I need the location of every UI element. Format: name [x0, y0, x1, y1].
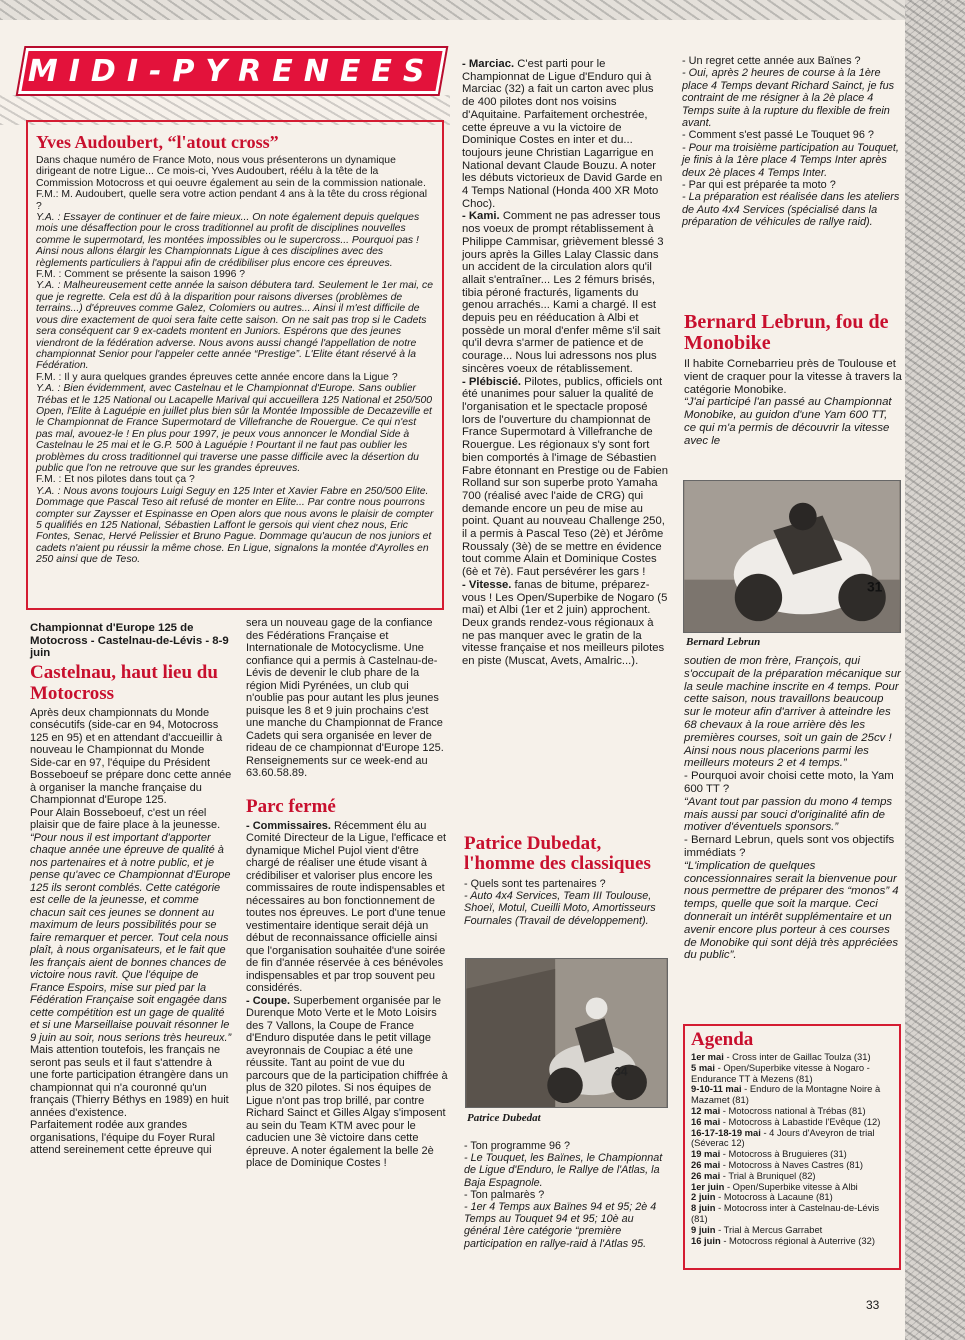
dubedat-q5: - Comment s'est passé Le Touquet 96 ? — [682, 129, 874, 142]
lebrun-p3: soutien de mon frère, François, qui s'occupait de la préparation mécanique sur la seule machine inscrite en 4 temps. Pour cette saison, nous travaillons beaucoup sur le moteur afin d'arriver à atteindre les 68 chevaux à la roue arrière dès les premières courses, soit un gain de 25cv ! Ainsi nous nous placerions parmi les meilleurs moteurs 2 et 4 temps.” — [684, 655, 901, 770]
castelnau-quote: “Pour nous il est important d'apporter chaque année une épreuve de qualité à nos partenaires et à notre public, et je pense qu'avec ce Championnat d'Europe 125 ils seront comblés. Cette catégorie est celle de la jeunesse, et comme chacun sait ces jeunes se donnent au maximum de leurs possibilités pour se faire remarquer et percer. Tout cela nous plaît, à nous organisateurs, et le fait que les français aient de bonnes chances de victoire nous ravit. Que l'équipe de France Espoirs, mise sur pied par la Fédération Française soit engagée dans cette compétition est un gage de qualité et si une Marseillaise pouvait résonner le 9 juin au soir, nous serions très heureux.” — [30, 831, 232, 1044]
lebrun-article — [684, 312, 902, 448]
lebrun-a2: “L'implication de quelques concessionnaires serait la bienvenue pour nous permettre de préparer des “monos” 4 temps, quelle que soit la marque. Ceci donnerait un intérêt supplémentaire et un avenir encore plus porteur à ces courses de Monobike qui sont déjà très appréciées du public”. — [684, 859, 899, 962]
agenda-event: - Motocross national à Trébas (81) — [722, 1104, 866, 1116]
vitesse-label: - Vitesse. — [462, 578, 512, 591]
coupe-label: - Coupe. — [246, 994, 290, 1007]
interview-q4: F.M. : Et nos pilotes dans tout ça ? — [36, 474, 195, 486]
svg-text:31: 31 — [867, 578, 883, 595]
dubedat-a6: - La préparation est réalisée dans les ateliers de Auto 4x4 Services (spécialisé dans la préparation de véhicules de rallye raid). — [682, 191, 900, 229]
parc-title: Parc fermé — [246, 795, 336, 817]
lebrun-p2: “J'ai participé l'an passé au Championnat Monobike, au guidon d'une Yam 600 TT, ce qui m'a permis de découvrir la vitesse avec le — [684, 396, 892, 447]
dubedat-photo — [465, 958, 668, 1108]
agenda-date: 26 mai — [691, 1169, 721, 1181]
dubedat-continued — [464, 1140, 672, 1250]
page-number: 33 — [866, 1298, 880, 1312]
agenda-date: 8 juin — [691, 1202, 716, 1214]
banner-title: MIDI-PYRENEES — [28, 53, 436, 89]
agenda-date: 9-10-11 mai — [691, 1083, 742, 1095]
lebrun-p1: Il habite Cornebarrieu près de Toulouse et vient de craquer pour la vitesse à travers la catégorie Monobike. — [684, 358, 902, 396]
agenda-date: 16 mai — [691, 1115, 721, 1127]
agenda-event: - Motocross à Naves Castres (81) — [722, 1158, 863, 1170]
agenda-date: 12 mai — [691, 1104, 721, 1116]
dubedat-q3: - Ton palmarès ? — [464, 1188, 545, 1201]
agenda-list — [691, 1052, 893, 1246]
column-3 — [462, 58, 668, 668]
castelnau-p2a: Pour Alain Bosseboeuf, c'est un réel plaisir que de faire place à la jeunesse. — [30, 806, 221, 832]
marciac-text: C'est parti pour le Championnat de Ligue d'Enduro qui à Marciac (32) a fait un carton avec plus de 400 pilotes dont nos voisins d'Aquitaine. Parfaitement orchestrée, cette épreuve a vu la victoire de Dominique Costes en inter et du... toujours jeune Christian Lagarrigue en National devant Claude Bouzu. A noter les débuts victorieux de David Garde en 4 Temps National (Honda 400 XR Moto Choc). — [462, 58, 663, 210]
interview-intro: Dans chaque numéro de France Moto, nous vous présenterons un dynamique dirigeant de notre Ligue... Ce mois-ci, Yves Audoubert, réélu à la tête de la Commission Motocross et qui oeuvre également au sein de la commission nationale. — [36, 155, 426, 189]
parc-body — [246, 820, 448, 1170]
agenda-date: 16 juin — [691, 1234, 721, 1246]
superbike-rider-image — [684, 481, 900, 632]
castelnau-body — [30, 707, 232, 1157]
column-2 — [246, 617, 448, 1170]
agenda-title: Agenda — [691, 1029, 754, 1050]
interview-q1: F.M.: M. Audoubert, quelle sera votre action pendant 4 ans à la tête du cross régional ? — [36, 189, 428, 212]
interview-q3: F.M. : Il y aura quelques grandes épreuves cette année encore dans la Ligue ? — [36, 371, 398, 383]
agenda-event: - Cross inter de Gaillac Toulza (31) — [726, 1051, 871, 1062]
agenda-date: 19 mai — [691, 1148, 721, 1160]
svg-text:34: 34 — [614, 1064, 628, 1079]
dubedat-column-4 — [682, 55, 900, 229]
agenda-event: - Open/Superbike vitesse à Nogaro - Endurance TT à Mezens (81) — [691, 1061, 870, 1084]
lebrun-q2: - Bernard Lebrun, quels sont vos objectifs immédiats ? — [684, 834, 895, 859]
agenda-item — [691, 1063, 893, 1085]
agenda-event: - Motocross à Lacaune (81) — [718, 1191, 833, 1203]
castelnau-article — [30, 622, 232, 1157]
agenda-event: - Motocross à Bruguieres (31) — [722, 1148, 847, 1160]
dubedat-a3: - 1er 4 Temps aux Baïnes 94 et 95; 2è 4 Temps au Touquet 94 et 95; 10è au général 1ère catégorie “première participation en rallye-raid à l'Atlas 95. — [464, 1201, 657, 1250]
agenda-date: 1er juin — [691, 1180, 725, 1192]
agenda-event: - Open/Superbike vitesse à Albi — [726, 1180, 858, 1192]
agenda-event: - Motocross inter à Castelnau-de-Lévis (81) — [691, 1202, 880, 1224]
dubedat-a4: - Oui, après 2 heures de course à la 1ère place 4 Temps devant Richard Sainct, je fus contraint de me résigner à la 2è place 4 Temps suite à la rupture du flexible de frein avant. — [682, 67, 895, 130]
dubedat-q2: - Ton programme 96 ? — [464, 1140, 571, 1152]
agenda-date: 2 juin — [691, 1191, 716, 1203]
plebiscite-text: Pilotes, publics, officiels ont été unanimes pour saluer la qualité de l'organisation et le spectacle proposé lors de l'ouverture du championnat de France Supermotard à Villefranche de Rouergue. Les régionaux s'y sont fort bien comportés à l'image de Sébastien Fabre étonnant en Prestige ou de Fabien Rolland sur son superbe proto Yamaha 700 (réalisé avec l'aide de CRG) qui demande encore un peu de mise au point. Quant au nouveau Challenge 250, il a permis à Pascal Teso (2è) et Jérôme Roussaly (3è) de se mettre en évidence tout comme Alain et Dominique Costes (6è et 7è). Faut persévérer les gars ! — [462, 375, 668, 579]
lebrun-photo — [683, 480, 901, 633]
agenda-date: 5 mai — [691, 1061, 715, 1073]
agenda-event: - Trial à Bruniquel (82) — [722, 1169, 816, 1181]
dubedat-q1: - Quels sont tes partenaires ? — [464, 878, 606, 890]
agenda-date: 16-17-18-19 mai — [691, 1126, 761, 1138]
castelnau-p4: sera un nouveau gage de la confiance des Fédérations Française et Internationale de Motocyclisme. Une confiance qui a permis à Castelnau-de-Lévis de devenir le club phare de la région Midi Pyrénées, un club qui n'oublie pas pour autant les plus jeunes puisque les 8 et 9 juin prochains c'est une manche du Championnat de France Cadets qui sera organisée en lever de rideau de ce championnat d'Europe 125. Renseignements sur ce week-end au 63.60.58.89. — [246, 617, 444, 779]
vitesse-text: fanas de bitume, préparez-vous ! Les Open/Superbike de Nogaro (5 mai) et Albi (1er et 2 juin) approchent. Deux grands rendez-vous régionaux à ne pas manquer avec le gratin de la vitesse française et nos meilleurs pilotes en piste (Muscat, Avets, Amalric...). — [462, 578, 668, 668]
lebrun-continued — [684, 655, 902, 962]
plebiscite-label: - Plébiscié. — [462, 375, 522, 388]
dubedat-q4: - Un regret cette année aux Baïnes ? — [682, 55, 861, 67]
lebrun-title: Bernard Lebrun, fou de Monobike — [684, 311, 889, 354]
agenda-item — [691, 1128, 893, 1150]
dubedat-article — [464, 834, 670, 927]
agenda-date: 1er mai — [691, 1051, 724, 1062]
marciac-label: - Marciac. — [462, 58, 515, 70]
parc-continued — [462, 58, 668, 668]
interview-a3: Y.A. : Bien évidemment, avec Castelnau et le Championnat d'Europe. Sans oublier Trébas et le 125 National ou Lacapelle Marival qui accueillera 125 National et 250/500 Open, l'Elite à Laguépie en juillet plus bien sûr la Montée Impossible de Decazeville et le Championnat de France Supermotard de Villefranche de Rouergue. Ce qui n'est pas mal, avouez-le ! En plus pour 1997, je peux vous annoncer le Mondial Side à Castelnau le 25 mai et le G.P. 500 à Laguépie ! Pourtant il ne faut pas oublier les problèmes du cross traditionnel qui traverse une passe difficile avec la désertion du public que l'on ne retrouve que sur les grandes épreuves. — [36, 383, 433, 474]
castelnau-p1: Après deux championnats du Monde consécutifs (side-car en 94, Motocross 125 en 95) et en attendant d'accueillir à nouveau le Championnat du Monde Side-car en 97, l'équipe du Président Bosseboeuf se prépare donc cette année à organiser la manche française du Championnat d'Europe 125. — [30, 706, 232, 807]
section-banner — [18, 48, 446, 94]
enduro-rider-image — [466, 959, 667, 1107]
interview-a2: Y.A. : Malheureusement cette année la saison débutera tard. Seulement le 1er mai, ce que je regrette. Cela est dû à la disparition pour raisons diverses (problèmes de terrains...) d'épreuves comme Galez, Colomiers ou autres... Ainsi il m'est difficile de vous dire exactement de quoi sera faite cette saison. On ne sait pas trop si le Cadets sera conséquent car 9 ex-cadets montent en Juniors. Espérons que des jeunes viendront de la fédération adverse. Nous avons aussi changé l'appellation de notre championnat Senior pour l'appeler cette année “Prestige”. L'Elite étant réservé à la Fédération. — [36, 280, 434, 372]
agenda-date: 26 mai — [691, 1158, 721, 1170]
agenda-date: 9 juin — [691, 1223, 716, 1235]
dubedat-q6: - Par qui est préparée ta moto ? — [682, 179, 836, 192]
interview-a4: Y.A. : Nous avons toujours Luigi Seguy en 125 Inter et Xavier Fabre en 250/500 Elite. Dommage que Pascal Teso ait refusé de monter en Elite... Par contre nous pourrons compter sur Zaysser et Espinasse en Open alors que nous avons le plaisir de compter 5 qualifiés en 125 National, Sébastien Laffont le gersois qui vient chez nous, Eric Fontes, Senac, Hervé Pelissier et Bruno Pague. Dommage qu'aucun de nos juniors et cadets n'aient pu réussir la même chose. En Ligue, signalons la montée d'Ayrolles en 250 ainsi que de Teso. — [36, 485, 434, 566]
dubedat-caption: Patrice Dubedat — [467, 1112, 541, 1124]
interview-a1: Y.A. : Essayer de continuer et de faire mieux... On note également depuis quelques mois une désaffection pour le cross traditionnel au profit de disciplines nouvelles comme le supermotard, les montées impossibles ou le supercross... Pourquoi pas ! Ainsi nous allons élargir les Championnats Ligue à ces disciplines avec des règlements particuliers à l'appui afin de crédibiliser plus encore ces épreuves. — [36, 212, 420, 269]
agenda-item — [691, 1236, 893, 1247]
dubedat-a1: - Auto 4x4 Services, Team III Toulouse, Shoeï, Motul, Cueilli Moto, Amortisseurs Fournales (Travail de développement). — [464, 890, 656, 927]
top-texture — [0, 0, 965, 20]
dubedat-a2: - Le Touquet, les Baïnes, le Championnat de Ligue d'Enduro, le Rallye de l'Atlas, la Baja Espagnole. — [464, 1152, 663, 1189]
castelnau-title: Castelnau, haut lieu du Motocross — [30, 661, 218, 704]
interview-q2: F.M. : Comment se présente la saison 1996 ? — [36, 269, 246, 281]
agenda-event: - Motocross à Labastide l'Evêque (12) — [722, 1115, 881, 1127]
commissaires-text: Récemment élu au Comité Directeur de la Ligue, l'efficace et dynamique Michel Pujol vient d'être chargé de réaliser une étude visant à crédibiliser et valoriser plus encore les commissaires de route indispensables et nécessaires au bon fonctionnement de toutes nos épreuves. Le port d'une tenue vestimentaire identique serait déjà un début de reconnaissance officielle ainsi que l'organisation souhaitée d'une soirée de fin d'année réservée à ces bénévoles indispensables et par trop souvent peu considérés. — [246, 819, 446, 994]
castelnau-p3: Parfaitement rodée aux grandes organisations, l'équipe du Foyer Rural attend sereinement cette épreuve qui — [30, 1119, 215, 1157]
lebrun-caption: Bernard Lebrun — [686, 636, 761, 648]
castelnau-kicker: Championnat d'Europe 125 de Motocross - Castelnau-de-Lévis - 8-9 juin — [30, 622, 229, 660]
right-margin-texture — [905, 0, 965, 1340]
agenda-item — [691, 1084, 893, 1106]
agenda-event: - 4 Jours d'Aveyron de trial (Séverac 12) — [691, 1126, 875, 1149]
castelnau-p2c: Mais attention toutefois, les français ne seront pas seuls et il faut s'attendre à une forte participation étrangère dans un championnat qui n'a couronné qu'un français (Thierry Béthys en 1989) en huit années d'existence. — [30, 1044, 229, 1119]
interview-body — [36, 155, 434, 566]
commissaires-label: - Commissaires. — [246, 819, 331, 832]
dubedat-a5: - Pour ma troisième participation au Touquet, je finis à la 1ère place 4 Temps Inter après deux 2è places 4 Temps Inter. — [682, 141, 899, 179]
coupe-text: Superbement organisée par le Durenque Moto Verte et le Moto Loisirs des 7 Vallons, la Coupe de France d'Enduro disputée dans le petit village aveyronnais de Coupiac a été une réussite. Tant au point de vue du parcours que de la participation chiffrée à plus de 320 pilotes. Si nos équipes de Ligue n'ont pas trop brillé, par contre Richard Sainct et Gilles Algay s'imposent au sein du Team KTM avec pour le caducien une 3è victoire dans cette épreuve. A noter également la belle 2è place de Dominique Costes ! — [246, 994, 448, 1169]
agenda-box — [683, 1024, 901, 1270]
agenda-event: - Motocross régional à Auterrive (32) — [723, 1234, 875, 1246]
lebrun-a1: “Avant tout par passion du mono 4 temps mais aussi par souci d'originalité afin de motiver d'éventuels sponsors.” — [684, 795, 893, 834]
lebrun-q1: - Pourquoi avoir choisi cette moto, la Yam 600 TT ? — [684, 770, 894, 795]
dubedat-title: Patrice Dubedat, l'homme des classiques — [464, 833, 651, 874]
agenda-event: - Trial à Mercus Garrabet — [718, 1223, 823, 1235]
interview-title: Yves Audoubert, “l'atout cross” — [36, 132, 279, 152]
agenda-event: - Enduro de la Montagne Noire à Mazamet (81) — [691, 1083, 881, 1106]
kami-label: - Kami. — [462, 210, 500, 223]
interview-box — [26, 120, 444, 610]
agenda-item — [691, 1203, 893, 1225]
kami-text: Comment ne pas adresser tous nos voeux de prompt rétablissement à Philippe Cammisar, grièvement blessé 3 jours après la Gilles Lalay Classic dans un accident de la circulation alors qu'il allait s'entraîner... Les 2 fémurs brisés, tibia péroné fracturés, ligaments du genou arrachés... Kami a chargé. Il est depuis peu en rééducation à Albi et possède un moral d'enfer même s'il sait qu'il devra s'armer de patience et de courage... Nous lui adressons nos plus sincères voeux de rétablissement. — [462, 210, 664, 375]
